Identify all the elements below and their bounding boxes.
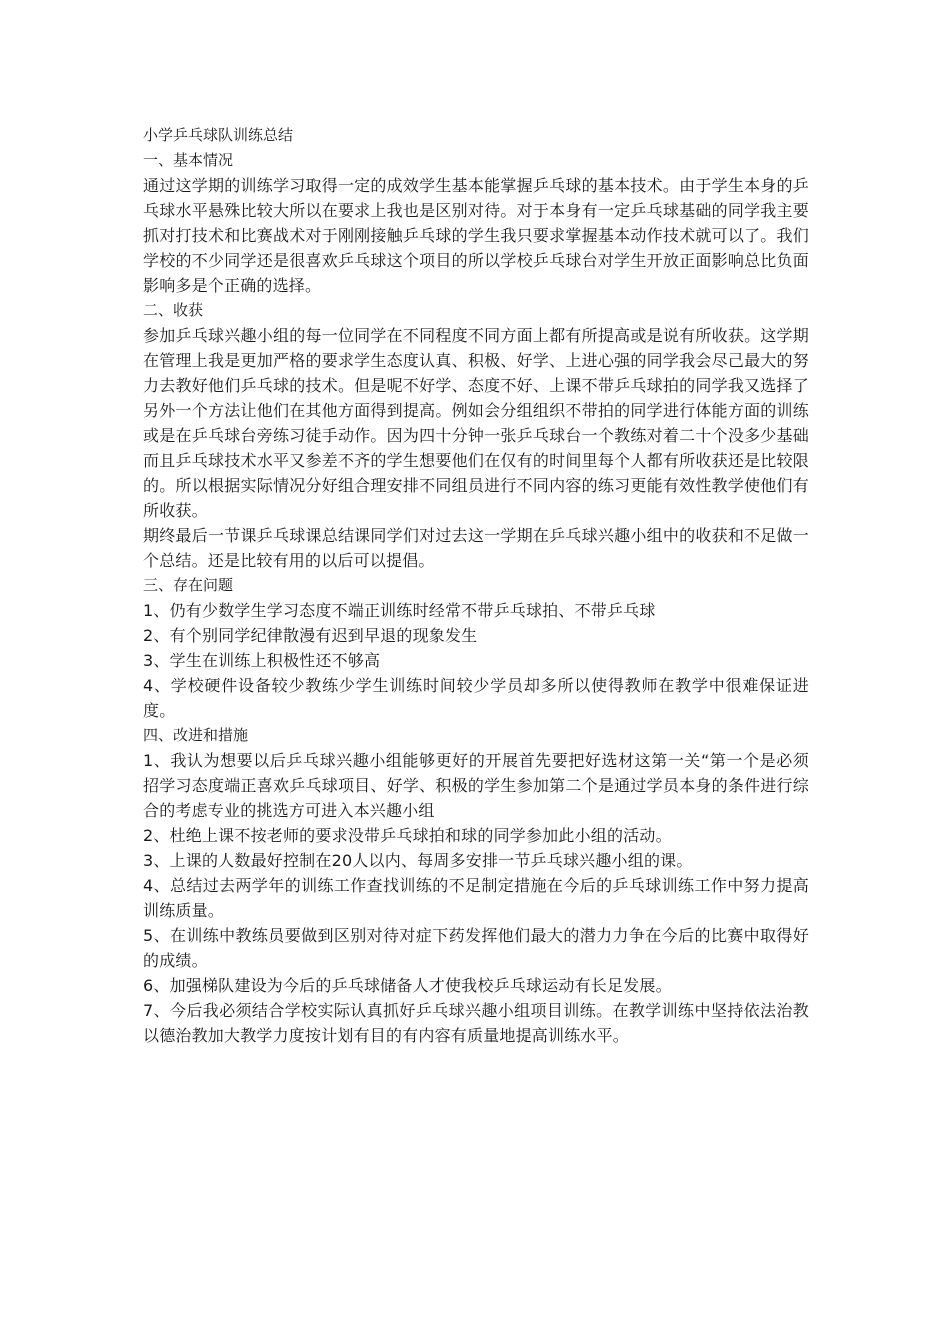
paragraph: 期终最后一节课乒乓球课总结课同学们对过去这一学期在乒乓球兴趣小组中的收获和不足做一个总结。还是比较有用的以后可以提倡。 — [143, 526, 809, 570]
list-item: 3、上课的人数最好控制在20人以内、每周多安排一节乒乓球兴趣小组的课。 — [143, 851, 693, 870]
section-heading-gains: 二、收获 — [143, 301, 204, 319]
list-item: 2、杜绝上课不按老师的要求没带乒乓球拍和球的同学参加此小组的活动。 — [143, 826, 672, 845]
section-heading-problems: 三、存在问题 — [143, 576, 234, 594]
list-item: 4、总结过去两学年的训练工作查找训练的不足制定措施在今后的乒乓球训练工作中努力提高训练质量。 — [143, 876, 809, 920]
paragraph: 通过这学期的训练学习取得一定的成效学生基本能掌握乒乓球的基本技术。由于学生本身的乒乓球水平悬殊比较大所以在要求上我也是区别对待。对于本身有一定乒乓球基础的同学我主要抓对打技术和比赛战术对于刚刚接触乒乓球的学生我只要求掌握基本动作技术就可以了。我们学校的不少同学还是很喜欢乒乓球这个项目的所以学校乒乓球台对学生开放正面影响总比负面影响多是个正确的选择。 — [143, 176, 809, 295]
list-item: 1、我认为想要以后乒乓球兴趣小组能够更好的开展首先要把好选材这第一关“第一个是必须招学习态度端正喜欢乒乓球项目、好学、积极的学生参加第二个是通过学员本身的条件进行综合的考虑专业的挑选方可进入本兴趣小组 — [143, 751, 809, 820]
list-item: 7、今后我必须结合学校实际认真抓好乒乓球兴趣小组项目训练。在教学训练中坚持依法治教以德治教加大教学力度按计划有目的有内容有质量地提高训练水平。 — [143, 1001, 809, 1045]
list-item: 2、有个别同学纪律散漫有迟到早退的现象发生 — [143, 626, 478, 645]
section-heading-basic: 一、基本情况 — [143, 151, 234, 169]
list-item: 4、学校硬件设备较少教练少学生训练时间较少学员却多所以使得教师在教学中很难保证进度。 — [143, 676, 809, 720]
section-heading-improvements: 四、改进和措施 — [143, 726, 249, 744]
document-body — [143, 123, 809, 1048]
list-item: 1、仍有少数学生学习态度不端正训练时经常不带乒乓球拍、不带乒乓球 — [143, 601, 656, 620]
list-item: 3、学生在训练上积极性还不够高 — [143, 651, 381, 670]
list-item: 5、在训练中教练员要做到区别对待对症下药发挥他们最大的潜力力争在今后的比赛中取得好的成绩。 — [143, 926, 809, 970]
paragraph: 参加乒乓球兴趣小组的每一位同学在不同程度不同方面上都有所提高或是说有所收获。这学期在管理上我是更加严格的要求学生态度认真、积极、好学、上进心强的同学我会尽己最大的努力去教好他们乒乓球的技术。但是呢不好学、态度不好、上课不带乒乓球拍的同学我又选择了另外一个方法让他们在其他方面得到提高。例如会分组组织不带拍的同学进行体能方面的训练或是在乒乓球台旁练习徒手动作。因为四十分钟一张乒乓球台一个教练对着二十个没多少基础而且乒乓球技术水平又参差不齐的学生想要他们在仅有的时间里每个人都有所收获还是比较限的。所以根据实际情况分好组合理安排不同组员进行不同内容的练习更能有效性教学使他们有所收获。 — [143, 326, 809, 520]
list-item: 6、加强梯队建设为今后的乒乓球储备人才使我校乒乓球运动有长足发展。 — [143, 976, 672, 995]
document-title: 小学乒乓球队训练总结 — [143, 126, 294, 144]
